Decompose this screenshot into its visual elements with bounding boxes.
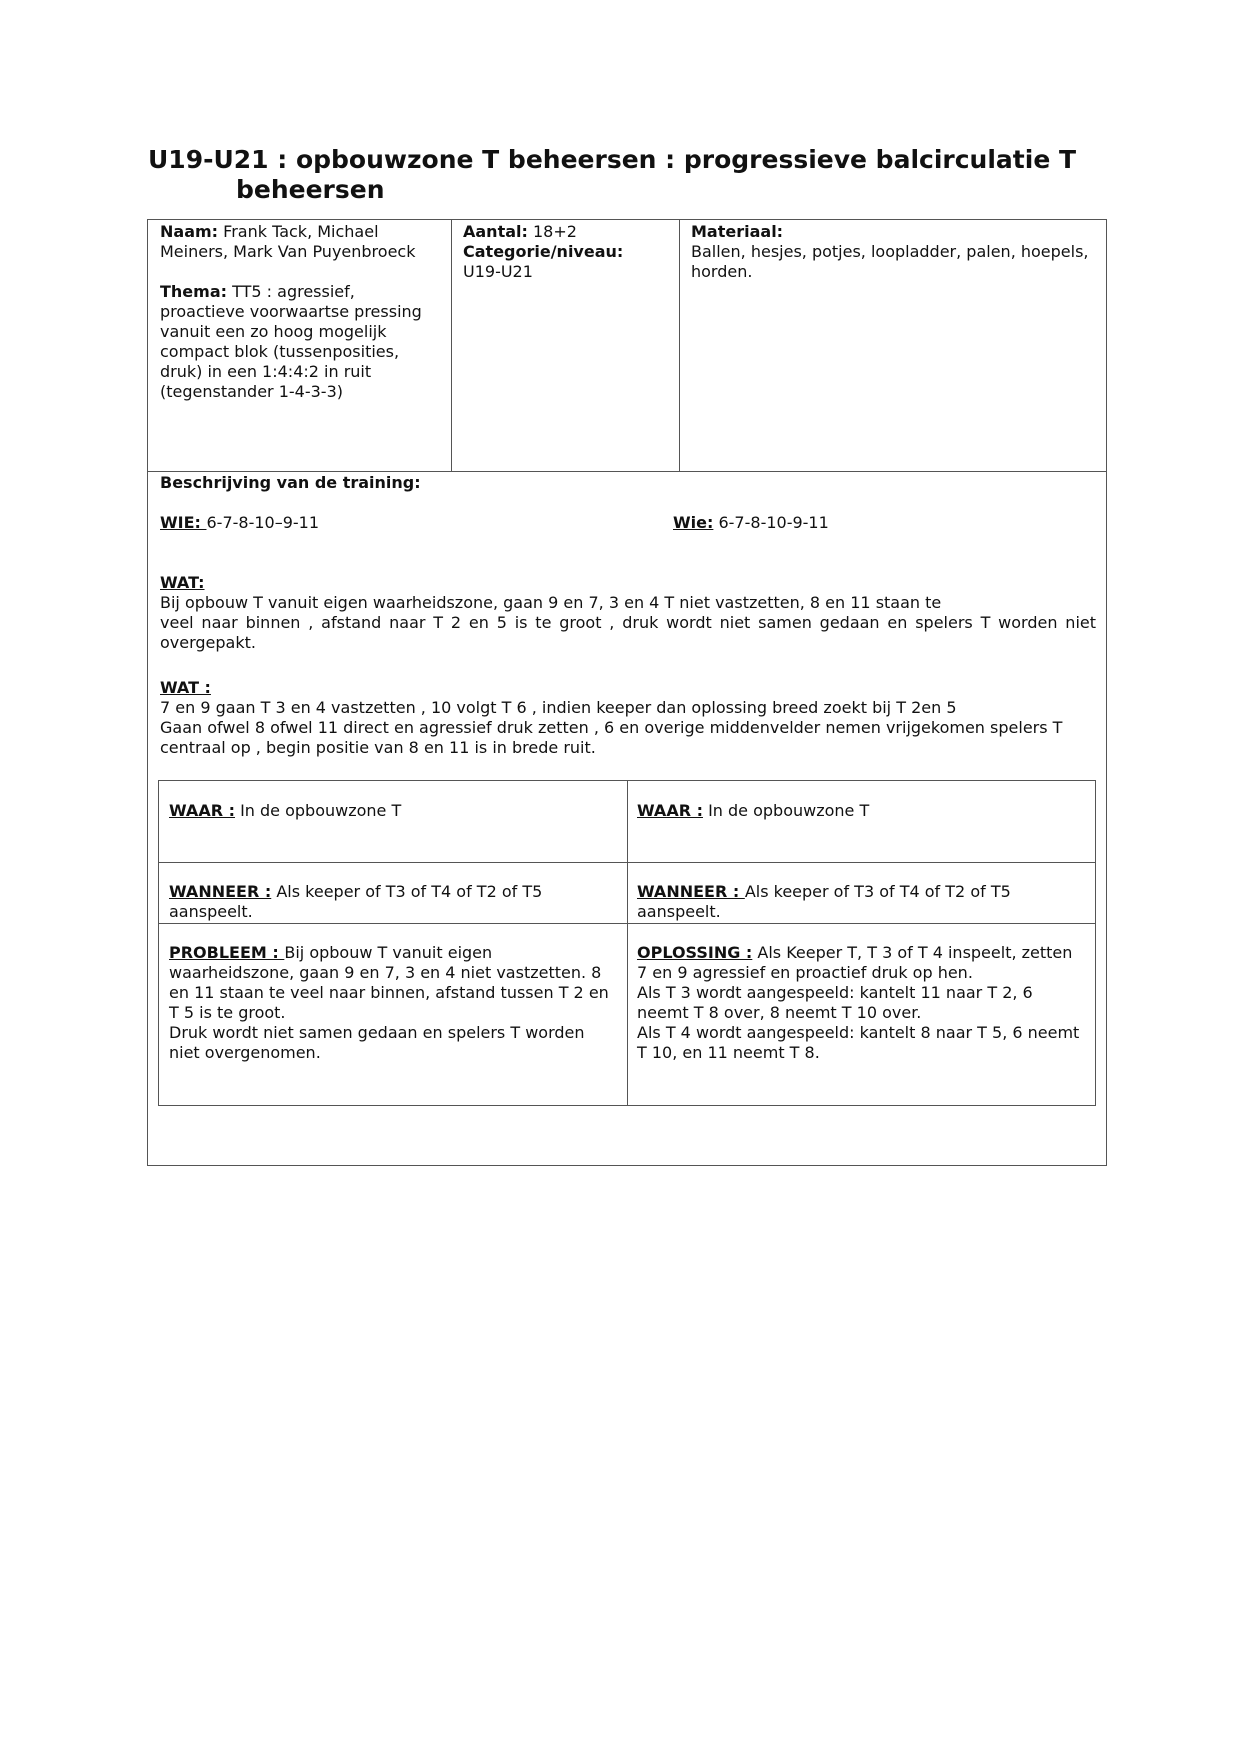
waar-wanneer-grid	[158, 780, 1096, 1106]
thema-value: TT5 : agressief, proactieve voorwaartse pressing vanuit een zo hoog mogelijk compact blok (tussenposities, druk) in een 1:4:4:2 in ruit (tegenstander 1-4-3-3)	[160, 282, 422, 401]
probleem-text: Bij opbouw T vanuit eigen waarheidszone, gaan 9 en 7, 3 en 4 niet vastzetten. 8 en 11 staan te veel naar binnen, afstand tussen T 2 en T 5 is te groot.	[169, 943, 609, 1022]
naam-label: Naam:	[160, 222, 219, 241]
probleem-label: PROBLEEM :	[169, 943, 285, 962]
wie-row	[160, 513, 1096, 533]
info-aantal-cell	[463, 222, 673, 282]
waar-label-2: WAAR :	[637, 801, 703, 820]
waar-right-cell	[637, 801, 1087, 821]
wanneer-label: WANNEER :	[169, 882, 272, 901]
wie-label: WIE:	[160, 513, 207, 532]
oplossing-text-2: Als T 3 wordt aangespeeld: kantelt 11 naar T 2, 6 neemt T 8 over, 8 neemt T 10 over.	[637, 983, 1033, 1022]
wat-text-line2: veel naar binnen , afstand naar T 2 en 5 is te groot , druk wordt niet samen gedaan en spelers T worden niet overgepakt.	[160, 613, 1096, 652]
waar-label: WAAR :	[169, 801, 235, 820]
materiaal-value: Ballen, hesjes, potjes, loopladder, palen, hoepels, horden.	[691, 242, 1089, 281]
wie-label-2: Wie:	[673, 513, 714, 532]
info-naam-thema-cell	[160, 222, 442, 402]
page-title-line2: beheersen	[236, 175, 385, 204]
row-divider	[148, 471, 1106, 472]
training-form	[147, 219, 1107, 1166]
waar-left-cell	[169, 801, 619, 821]
wat-label-2: WAT :	[160, 678, 211, 697]
wat-label: WAT:	[160, 573, 205, 592]
oplossing-label: OPLOSSING :	[637, 943, 753, 962]
naam-value: Frank Tack, Michael Meiners, Mark Van Puyenbroeck	[160, 222, 416, 261]
column-divider	[451, 220, 452, 471]
wie-value: 6-7-8-10–9-11	[206, 513, 320, 532]
training-heading: Beschrijving van de training:	[160, 473, 421, 492]
wie-value-2: 6-7-8-10-9-11	[713, 513, 829, 532]
wanneer-value: Als keeper of T3 of T4 of T2 of T5 aanspeelt.	[169, 882, 543, 921]
oplossing-text: Als Keeper T, T 3 of T 4 inspeelt, zetten 7 en 9 agressief en proactief druk op hen.	[637, 943, 1073, 982]
page-title	[148, 145, 1108, 205]
column-divider	[679, 220, 680, 471]
waar-value: In de opbouwzone T	[234, 801, 402, 820]
training-description	[160, 473, 1096, 758]
wanneer-right-cell	[637, 882, 1087, 922]
probleem-cell	[169, 943, 619, 1063]
wat-text-line1: Bij opbouw T vanuit eigen waarheidszone, gaan 9 en 7, 3 en 4 T niet vastzetten, 8 en 11 staan te	[160, 593, 942, 612]
aantal-value: 18+2	[533, 222, 577, 241]
materiaal-label: Materiaal:	[691, 222, 784, 241]
wanneer-left-cell	[169, 882, 619, 922]
wat2-text-line2: Gaan ofwel 8 ofwel 11 direct en agressief druk zetten , 6 en overige middenvelder nemen vrijgekomen spelers T centraal op , begin positie van 8 en 11 is in brede ruit.	[160, 718, 1063, 757]
oplossing-text-3: Als T 4 wordt aangespeeld: kantelt 8 naar T 5, 6 neemt T 10, en 11 neemt T 8.	[637, 1023, 1080, 1062]
oplossing-cell	[637, 943, 1087, 1063]
grid-row-divider	[159, 862, 1095, 863]
info-materiaal-cell	[691, 222, 1096, 282]
aantal-label: Aantal:	[463, 222, 528, 241]
wanneer-label-2: WANNEER :	[637, 882, 745, 901]
grid-column-divider	[627, 781, 628, 1105]
categorie-value: U19-U21	[463, 262, 533, 281]
waar-value-2: In de opbouwzone T	[702, 801, 870, 820]
categorie-label: Categorie/niveau:	[463, 242, 624, 261]
page-title-line1: U19-U21 : opbouwzone T beheersen : progressieve balcirculatie T	[148, 145, 1077, 174]
wanneer-value-2: Als keeper of T3 of T4 of T2 of T5 aanspeelt.	[637, 882, 1011, 921]
wat2-text-line1: 7 en 9 gaan T 3 en 4 vastzetten , 10 volgt T 6 , indien keeper dan oplossing breed zoekt bij T 2en 5	[160, 698, 957, 717]
thema-label: Thema:	[160, 282, 228, 301]
probleem-text-2: Druk wordt niet samen gedaan en spelers T worden niet overgenomen.	[169, 1023, 585, 1062]
grid-row-divider	[159, 923, 1095, 924]
